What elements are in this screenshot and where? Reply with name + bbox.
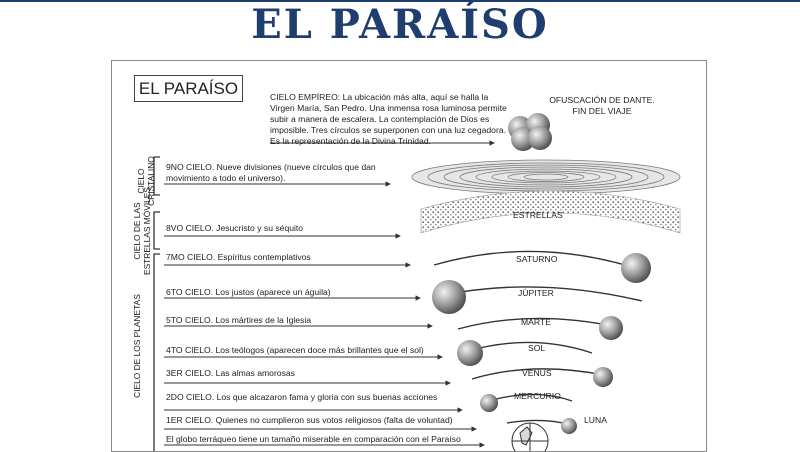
paradise-diagram xyxy=(111,60,707,452)
bracket-planetas xyxy=(154,254,160,451)
marte-planet xyxy=(599,316,623,340)
luna-planet xyxy=(561,418,577,434)
sol-label: SOL xyxy=(528,343,546,353)
heaven-9-label: 9NO CIELO. Nueve divisiones (nueve círculos que dan movimiento a todo el universo). xyxy=(166,162,376,183)
saturno-planet xyxy=(621,253,651,283)
jupiter-planet xyxy=(432,280,466,314)
mercurio-label: MERCURIO xyxy=(514,391,561,401)
venus-label: VENUS xyxy=(522,368,552,378)
empireo-caption: OFUSCACIÓN DE DANTE. FIN DEL VIAJE xyxy=(549,95,655,116)
heaven-7-label: 7MO CIELO. Espíritus contemplativos xyxy=(166,252,311,262)
heaven-5-label: 5TO CIELO. Los mártires de la Iglesia xyxy=(166,315,312,325)
marte-label: MARTE xyxy=(521,317,551,327)
group-label-estrellas: CIELO DE LAS ESTRELLAS MÓVILES xyxy=(132,187,152,275)
group-label-planetas: CIELO DE LOS PLANETAS xyxy=(132,294,142,398)
estrellas-label: ESTRELLAS xyxy=(513,210,563,220)
heaven-6-label: 6TO CIELO. Los justos (aparece un águila) xyxy=(166,287,331,297)
group-label-cristalino: CIELO CRISTALINO xyxy=(136,156,156,206)
saturno-label: SATURNO xyxy=(516,254,558,264)
heaven-2-label: 2DO CIELO. Los que alcazaron fama y gloria con sus buenas acciones xyxy=(166,392,438,402)
bracket-estrellas xyxy=(154,212,160,249)
cristalino-rings xyxy=(412,160,680,194)
jupiter-label: JÚPITER xyxy=(518,288,554,298)
trinity-circle-4 xyxy=(528,126,552,150)
sol-planet xyxy=(457,340,483,366)
luna-label: LUNA xyxy=(584,415,607,425)
mercurio-planet xyxy=(480,394,498,412)
heaven-1-label: 1ER CIELO. Quienes no cumplieron sus votos religiosos (falta de voluntad) xyxy=(166,415,453,425)
heaven-3-label: 3ER CIELO. Las almas amorosas xyxy=(166,368,295,378)
heaven-8-label: 8VO CIELO. Jesucristo y su séquito xyxy=(166,223,304,233)
heaven-4-label: 4TO CIELO. Los teólogos (aparecen doce más brillantes que el sol) xyxy=(166,345,424,355)
earth-globe xyxy=(512,423,548,451)
venus-planet xyxy=(593,367,613,387)
footer-text: El globo terráqueo tiene un tamaño miserable en comparación con el Paraíso xyxy=(166,434,461,444)
slide-title: EL PARAÍSO xyxy=(251,1,549,48)
empireo-description: CIELO EMPÍREO: La ubicación más alta, aquí se halla la Virgen María, San Pedro. Una inmensa rosa luminosa permite subir a manera de escalera. La contemplación de Dios es imposible. Tres círculos se superponen con una luz cegadora. Es la representación de la Divina Trinidad. xyxy=(270,92,507,146)
diagram-title: EL PARAÍSO xyxy=(134,75,243,102)
